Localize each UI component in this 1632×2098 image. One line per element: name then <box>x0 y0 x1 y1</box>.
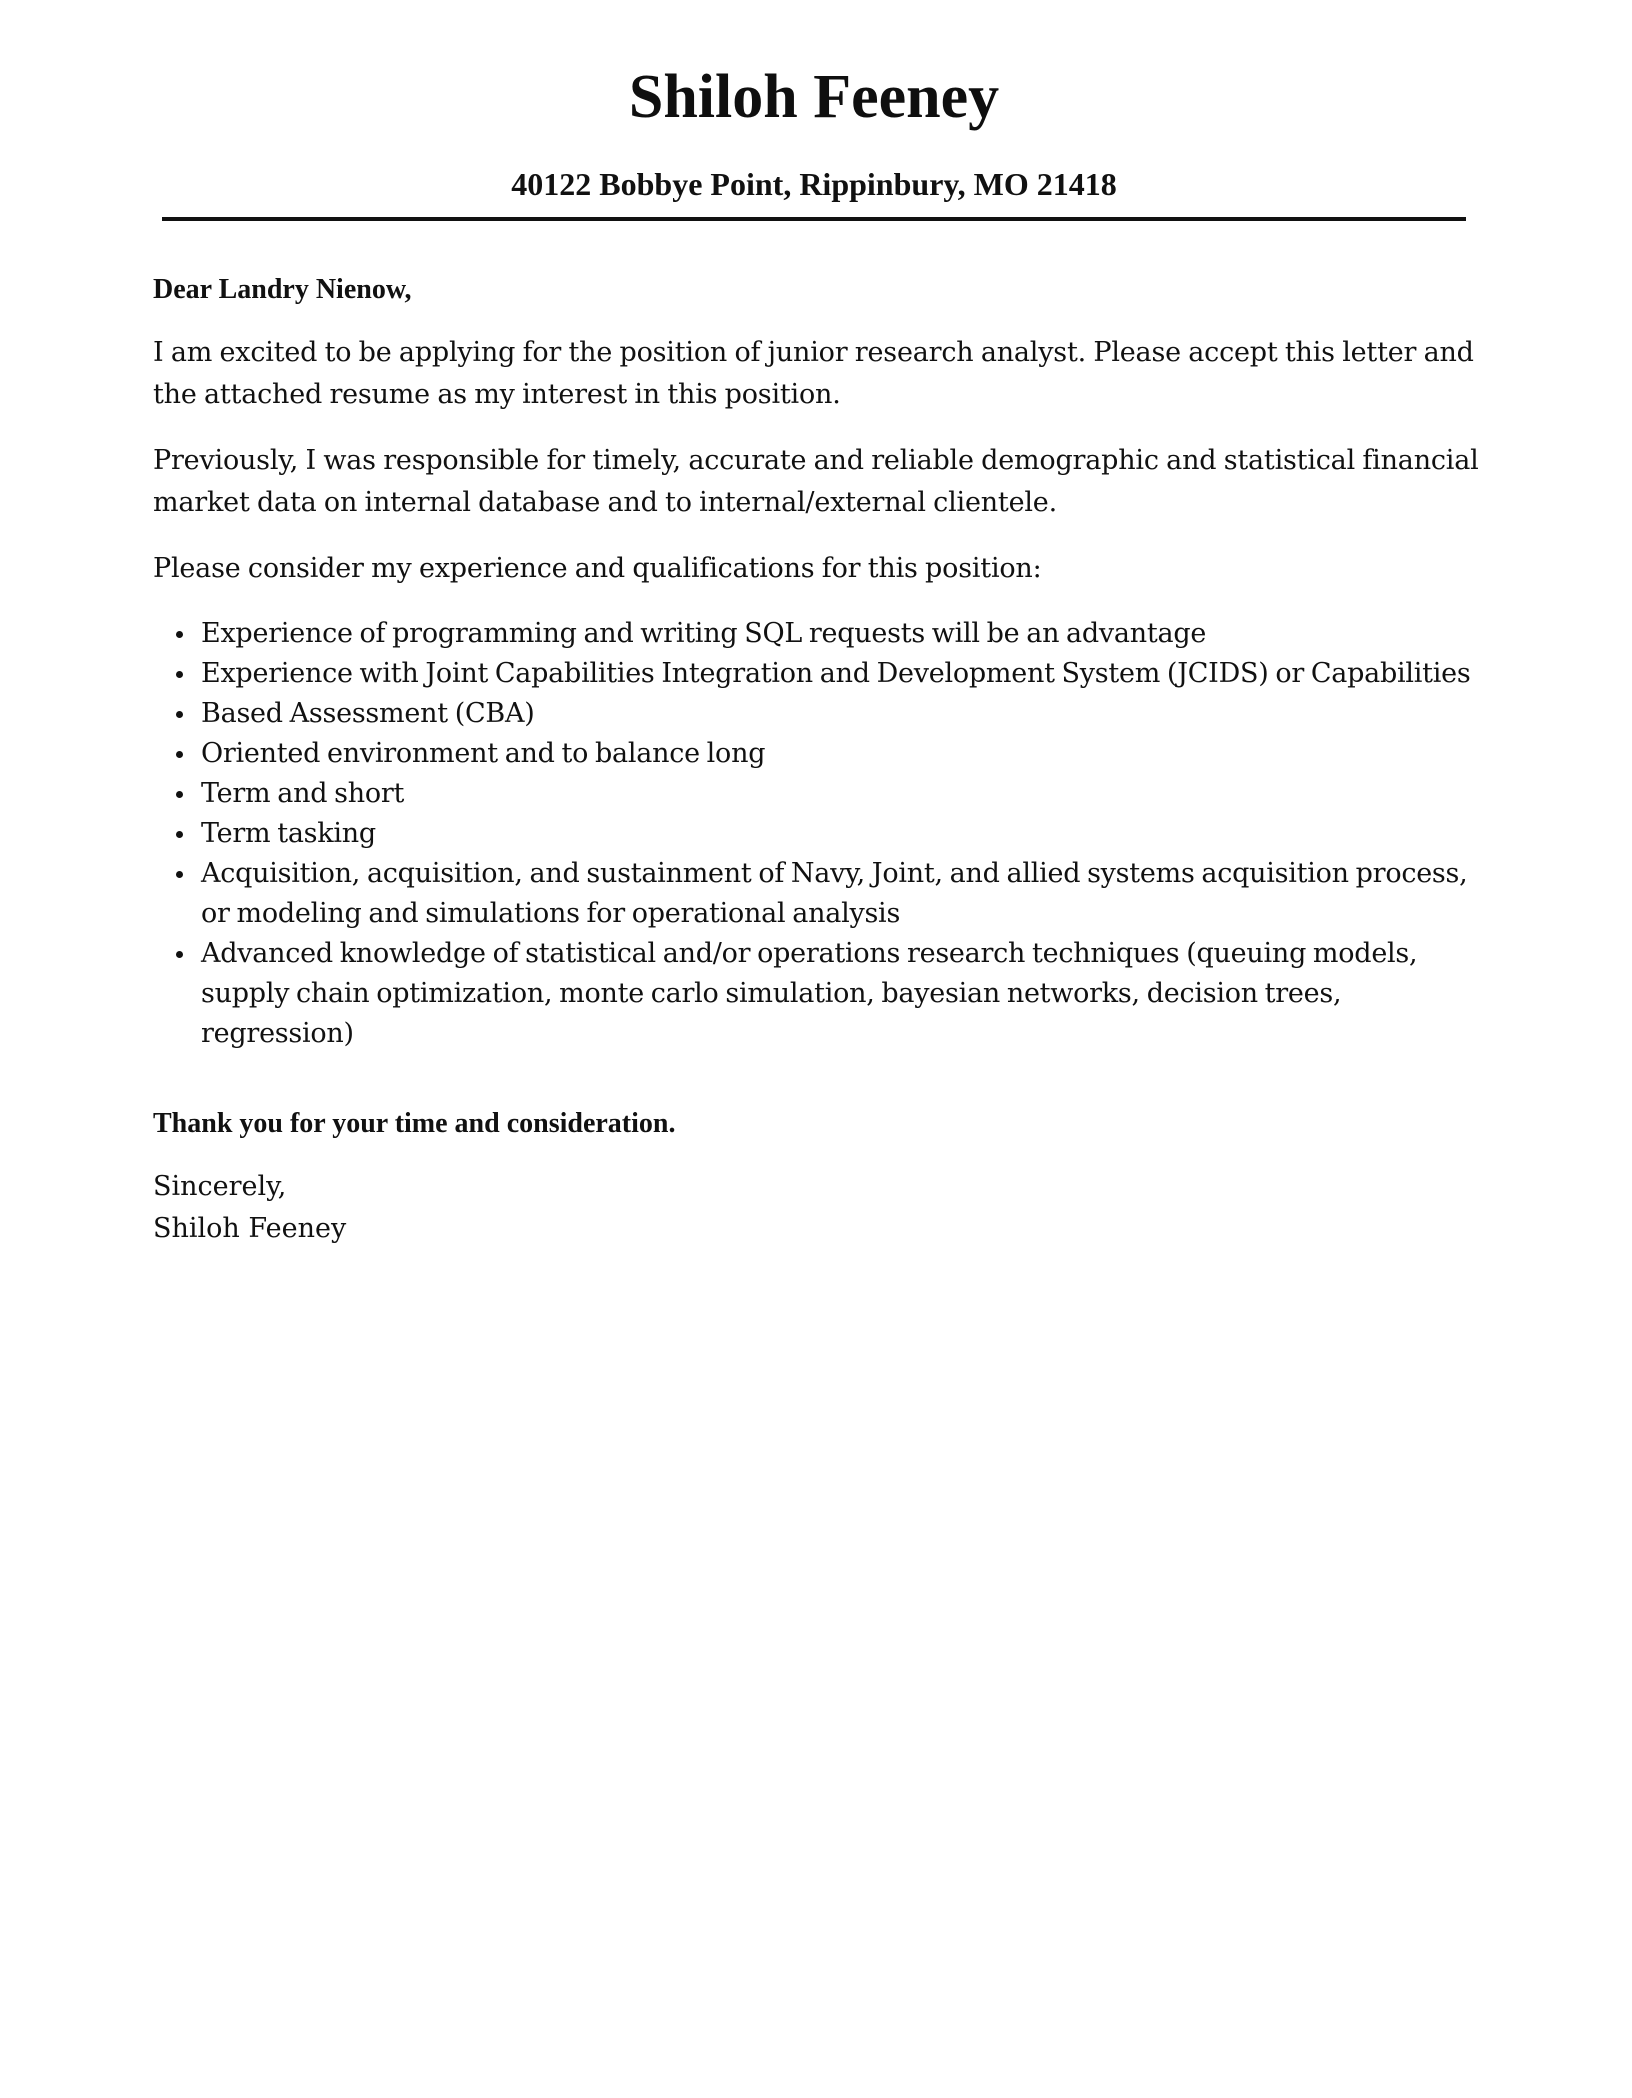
list-item-text: Advanced knowledge of statistical and/or operations research techniques (queuing models, supply chain optimization, monte carlo simulation, bayesian networks, decision trees, regression) <box>201 938 1418 1049</box>
bullet-icon <box>176 831 183 838</box>
list-item-text: Term tasking <box>201 818 376 849</box>
list-item-text: Oriented environment and to balance long <box>201 738 766 769</box>
bullet-icon <box>176 791 183 798</box>
closing-line: Thank you for your time and consideration. <box>153 1108 676 1139</box>
list-item-text: Experience with Joint Capabilities Integration and Development System (JCIDS) or Capabilities <box>201 658 1471 689</box>
list-item <box>153 934 1483 1054</box>
applicant-address: 40122 Bobbye Point, Rippinbury, MO 21418 <box>511 166 1117 202</box>
header-divider <box>162 217 1466 221</box>
bullet-icon <box>176 711 183 718</box>
list-item-text: Acquisition, acquisition, and sustainment of Navy, Joint, and allied systems acquisition process, or modeling and simulations for operational analysis <box>201 858 1468 929</box>
list-item-text: Term and short <box>201 778 405 809</box>
experience-paragraph: Previously, I was responsible for timely, accurate and reliable demographic and statistical financial market data on internal database and to internal/external clientele. <box>153 445 1479 518</box>
list-item-text: Based Assessment (CBA) <box>201 698 535 729</box>
list-item <box>153 614 1483 654</box>
bullet-icon <box>176 631 183 638</box>
salutation: Dear Landry Nienow, <box>153 274 412 305</box>
signature-name: Shiloh Feeney <box>153 1213 347 1244</box>
applicant-name: Shiloh Feeney <box>628 63 1000 131</box>
list-item <box>153 814 1483 854</box>
letter-header <box>162 54 1466 221</box>
bullet-icon <box>176 951 183 958</box>
qualifications-intro: Please consider my experience and qualifications for this position: <box>153 553 1042 584</box>
qualifications-list <box>153 614 1483 1054</box>
list-item <box>153 854 1483 934</box>
signoff: Sincerely, <box>153 1171 287 1202</box>
bullet-icon <box>176 671 183 678</box>
bullet-icon <box>176 871 183 878</box>
list-item <box>153 694 1483 734</box>
signoff-block <box>153 1166 1483 1250</box>
bullet-icon <box>176 751 183 758</box>
list-item <box>153 654 1483 694</box>
intro-paragraph: I am excited to be applying for the position of junior research analyst. Please accept this letter and the attached resume as my interest in this position. <box>153 337 1474 410</box>
list-item-text: Experience of programming and writing SQL requests will be an advantage <box>201 618 1207 649</box>
list-item <box>153 734 1483 774</box>
letter-body <box>153 270 1483 1250</box>
list-item <box>153 774 1483 814</box>
